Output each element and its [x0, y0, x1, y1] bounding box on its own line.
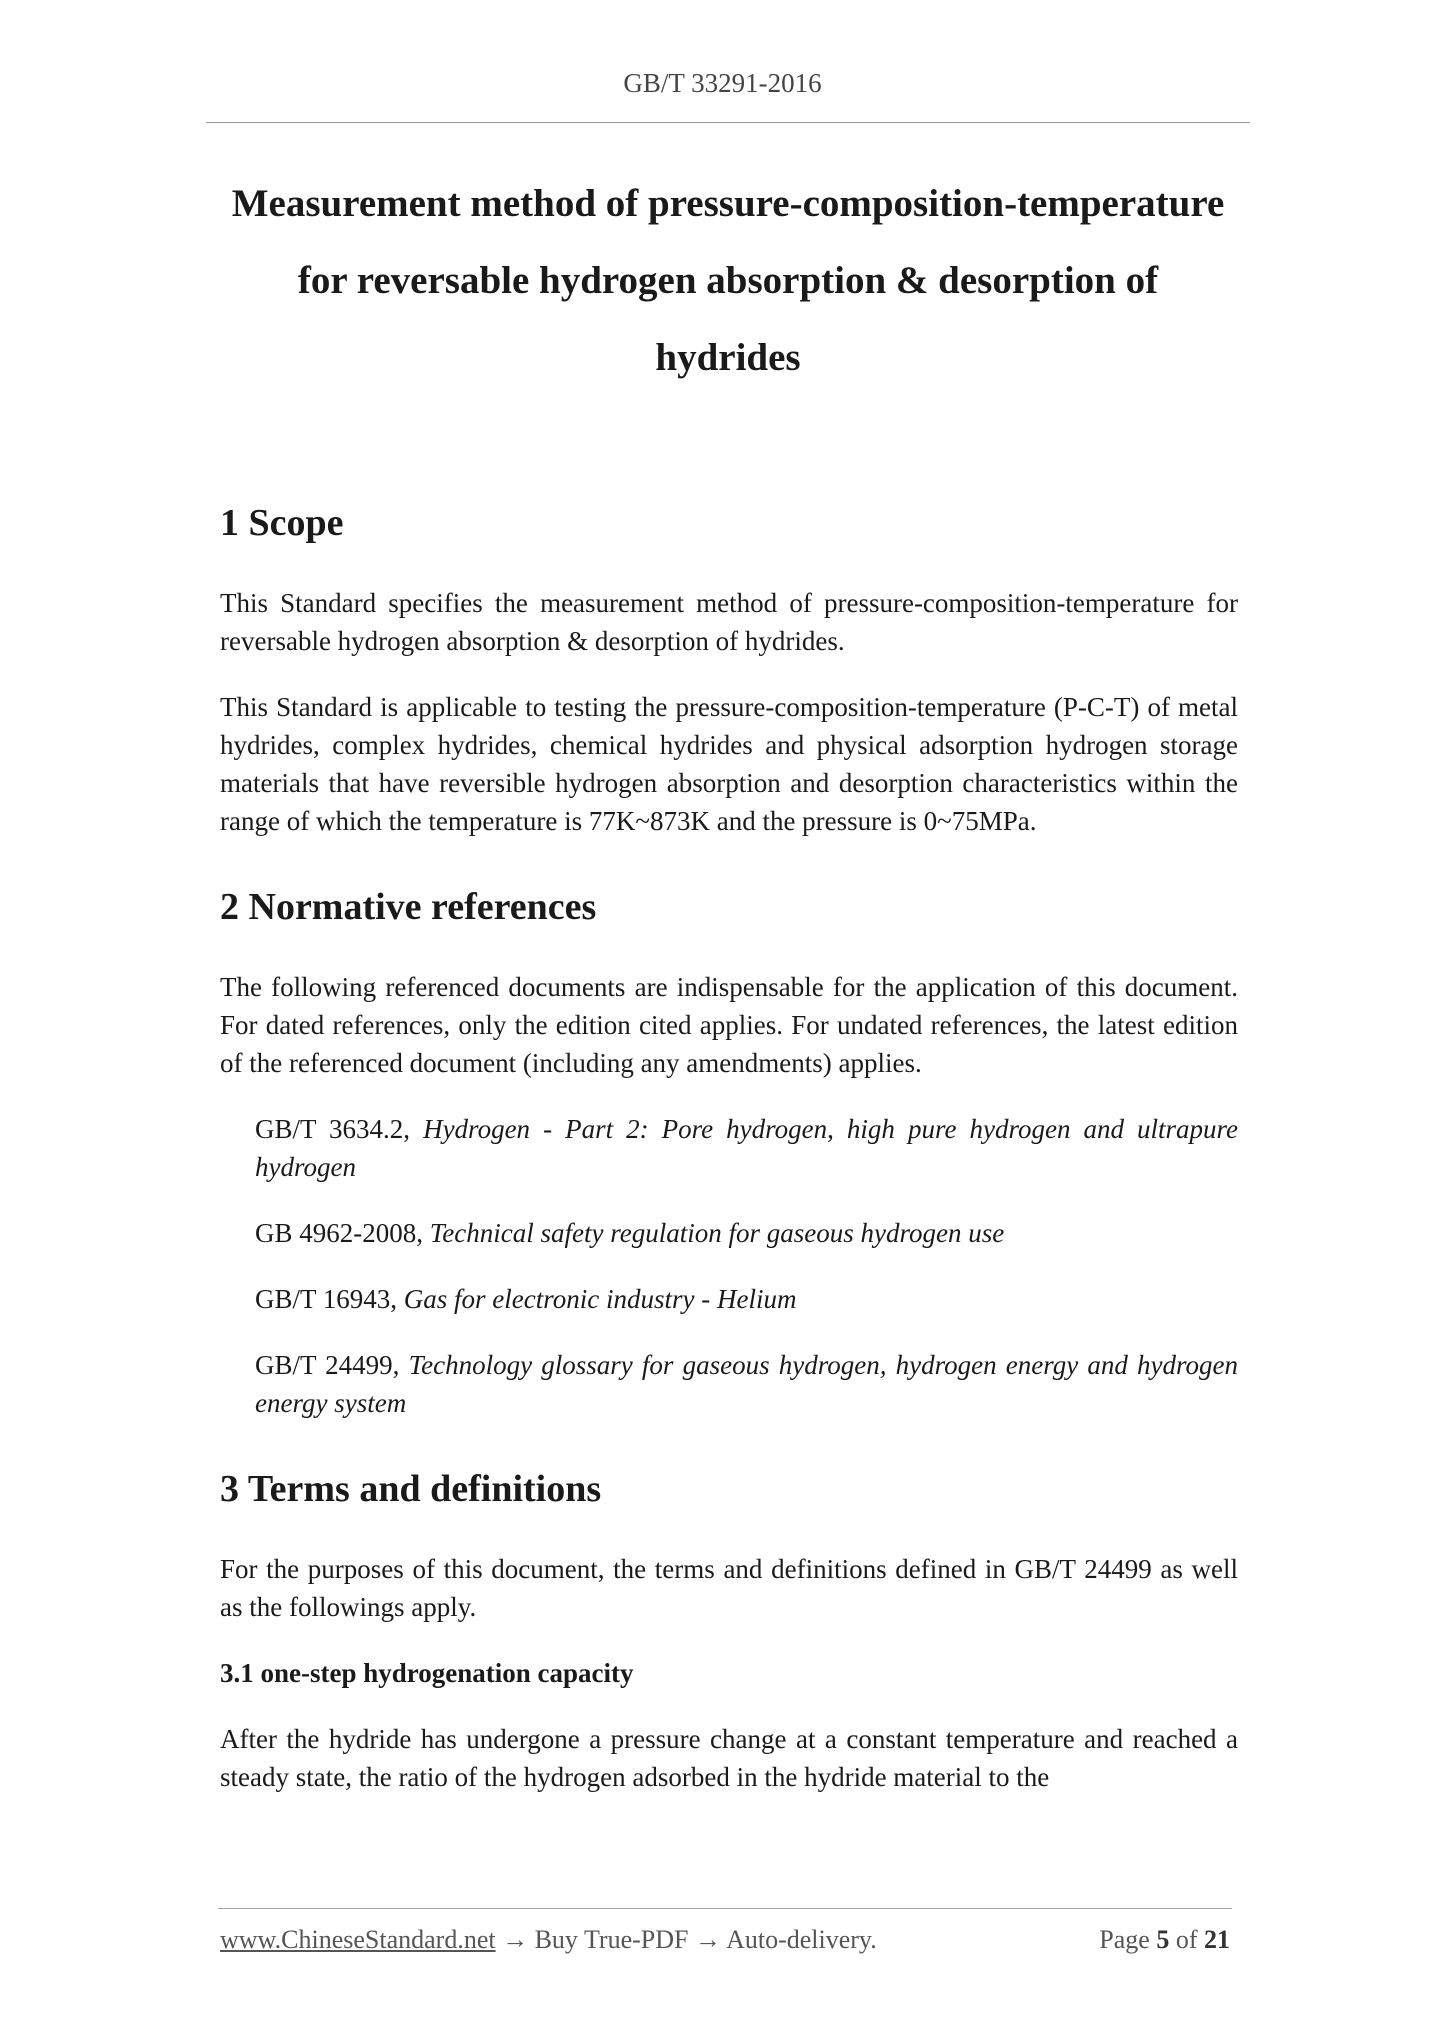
title-line-1: Measurement method of pressure-composition-temperature [231, 182, 1225, 225]
reference-code: GB/T 16943, [255, 1284, 404, 1314]
scope-paragraph-2: This Standard is applicable to testing the pressure-composition-temperature (P-C-T) of metal hydrides, complex hydrides, chemical hydrides and physical adsorption hydrogen storage materials that have reversible hydrogen absorption and desorption characteristics within the range of which the temperature is 77K~873K and the pressure is 0~75MPa. [220, 692, 1238, 836]
page-current: 5 [1156, 1925, 1170, 1954]
page-header [0, 68, 1445, 99]
section-heading-normative-references: 2 Normative references [220, 886, 597, 928]
page-of: of [1175, 1925, 1198, 1954]
title-line-3: hydrides [655, 336, 801, 379]
footer-promo [220, 1925, 877, 1955]
normative-paragraph: The following referenced documents are indispensable for the application of this document. For dated references, only the edition cited applies. For undated references, the latest edition of the referenced document (including any amendments) applies. [220, 972, 1238, 1078]
title-line-2: for reversable hydrogen absorption & desorption of [297, 259, 1159, 302]
page-total: 21 [1204, 1925, 1230, 1954]
header-divider [206, 122, 1250, 123]
section-heading-terms-definitions: 3 Terms and definitions [220, 1468, 602, 1510]
reference-item [220, 1346, 1238, 1422]
document-body [220, 500, 1238, 1824]
terms-paragraph: For the purposes of this document, the terms and definitions defined in GB/T 24499 as well as the followings apply. [220, 1554, 1238, 1622]
scope-paragraph-1: This Standard specifies the measurement method of pressure-composition-temperature for reversable hydrogen absorption & desorption of hydrides. [220, 588, 1238, 656]
footer-divider [218, 1908, 1232, 1909]
arrow-icon: → [502, 1925, 529, 1954]
document-title [206, 165, 1250, 396]
standard-code: GB/T 33291-2016 [623, 68, 822, 98]
reference-code: GB 4962-2008, [255, 1218, 430, 1248]
reference-code: GB/T 3634.2, [255, 1114, 424, 1144]
reference-title: Gas for electronic industry - Helium [403, 1284, 797, 1314]
delivery-text: Auto-delivery. [726, 1925, 877, 1954]
reference-item [220, 1214, 1238, 1252]
reference-item [220, 1280, 1238, 1318]
reference-title: Technical safety regulation for gaseous hydrogen use [429, 1218, 1005, 1248]
page-label: Page [1099, 1925, 1150, 1954]
reference-title: Hydrogen - Part 2: Pore hydrogen, high pure hydrogen and ultrapure hydrogen [255, 1114, 1239, 1182]
subsection-3-1-text: After the hydride has undergone a pressure change at a constant temperature and reached a steady state, the ratio of the hydrogen adsorbed in the hydride material to the [220, 1724, 1238, 1792]
section-heading-scope: 1 Scope [220, 502, 344, 544]
subsection-heading-3-1: 3.1 one-step hydrogenation capacity [220, 1658, 634, 1688]
reference-item [220, 1110, 1238, 1186]
arrow-icon: → [695, 1925, 721, 1954]
site-link[interactable]: www.ChineseStandard.net [220, 1925, 496, 1954]
page-number [1099, 1925, 1230, 1955]
reference-title: Technology glossary for gaseous hydrogen, hydrogen energy and hydrogen energy system [255, 1350, 1239, 1418]
reference-code: GB/T 24499, [255, 1350, 409, 1380]
buy-text: Buy True-PDF [534, 1925, 689, 1954]
